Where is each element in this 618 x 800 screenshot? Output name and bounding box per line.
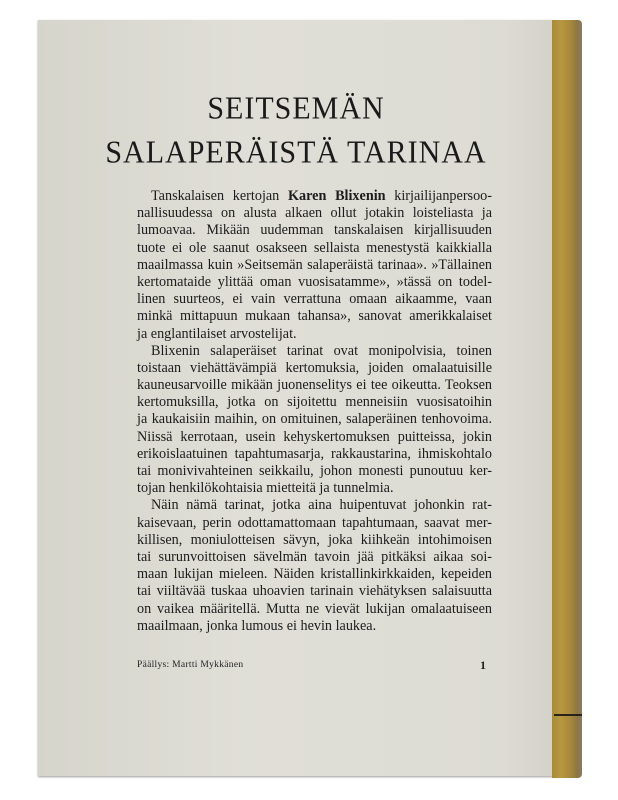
text-line: Näin nämä tarinat, jotka aina huipentuvat johonkin rat-: [151, 497, 492, 514]
paragraph: [137, 343, 492, 498]
text-line: kauneusarvoille mikään juonenselitys ei tee oikeutta. Teoksen: [137, 377, 492, 394]
title-line-1: SEITSEMÄN: [207, 91, 385, 126]
text-line: linen suurteos, ei vain verrattuna omaan aikaamme, vaan: [137, 291, 492, 308]
paragraph: [137, 497, 492, 635]
text-line: on vaikea määritellä. Mutta ne vievät lukijan omalaatuiseen: [137, 600, 492, 617]
text-line: kertomataide ylittää oman vuosisatamme», »tässä on todel-: [137, 273, 492, 290]
text-line: Tanskalaisen kertojan Karen Blixenin kirjailijanpersoo-: [151, 188, 492, 204]
cover-designer-credit: Päällys: Martti Mykkänen: [137, 660, 244, 670]
text-line: nallisuudessa on alusta alkaen ollut jotakin loisteliasta ja: [137, 205, 492, 222]
text-line: tai viiltävää tuskaa uhoavien tarinain viehätyksen salaisuutta: [137, 583, 492, 600]
blurb-text: [137, 188, 492, 635]
text-line: tai monivivahteinen seikkailu, johon monesti punoutuu ker-: [137, 463, 492, 479]
text-line: erikoislaatuinen tapahtumasarja, rakkaustarina, ihmiskohtalo: [137, 445, 492, 462]
text-line: maan lukijan mieleen. Näiden kristallinkirkkaiden, kepeiden: [137, 566, 492, 583]
text-line: ja kaukaisiin maihin, on omituinen, salaperäinen tenhovoima.: [137, 411, 492, 428]
text-line: tojan henkilökohtaisia mietteitä ja tunnelmia.: [137, 480, 394, 497]
text-line: tai surunvoittoisen sävelmän tavoin jää pitkäksi aikaa soi-: [137, 548, 492, 565]
text-line: kertomuksilla, jotka on sijoitettu menneisiin vuosisatoihin: [137, 394, 492, 411]
book-spine-edge: [552, 20, 582, 778]
spine-rule: [554, 714, 582, 716]
text-line: lumoavaa. Mikään uudemman tanskalaisen kirjallisuuden: [137, 222, 492, 239]
text-line: ja englantilaiset arvostelijat.: [137, 325, 297, 342]
title-line-2: SALAPERÄISTÄ TARINAA: [105, 135, 487, 170]
text-line: Niissä kerrotaan, usein kehyskertomuksen puitteissa, jokin: [137, 428, 492, 445]
text-line: kaisevaan, perin odottamattomaan tapahtumaan, saavat mer-: [137, 514, 492, 531]
page-number: 1: [480, 658, 486, 672]
text-line: minkä mittapuun mukaan tahansa», sanovat amerikkalaiset: [137, 308, 492, 325]
text-line: tuote ei ole saanut osakseen sellaista menestystä kaikkialla: [137, 239, 492, 256]
text-line: killisen, moniulotteisen sävyn, joka kiihkeän intohimoisen: [137, 531, 492, 548]
text-line: toistaan viehättävämpiä kertomuksia, joiden omalaatuisille: [137, 359, 492, 376]
text-line: Blixenin salaperäiset tarinat ovat monipolvisia, toinen: [151, 342, 492, 359]
paragraph: [137, 188, 492, 343]
text-line: maailmassa kuin »Seitsemän salaperäistä tarinaa». »Tällainen: [137, 256, 492, 273]
text-line: maailmaan, jonka lumous ei hevin laukea.: [137, 617, 377, 634]
